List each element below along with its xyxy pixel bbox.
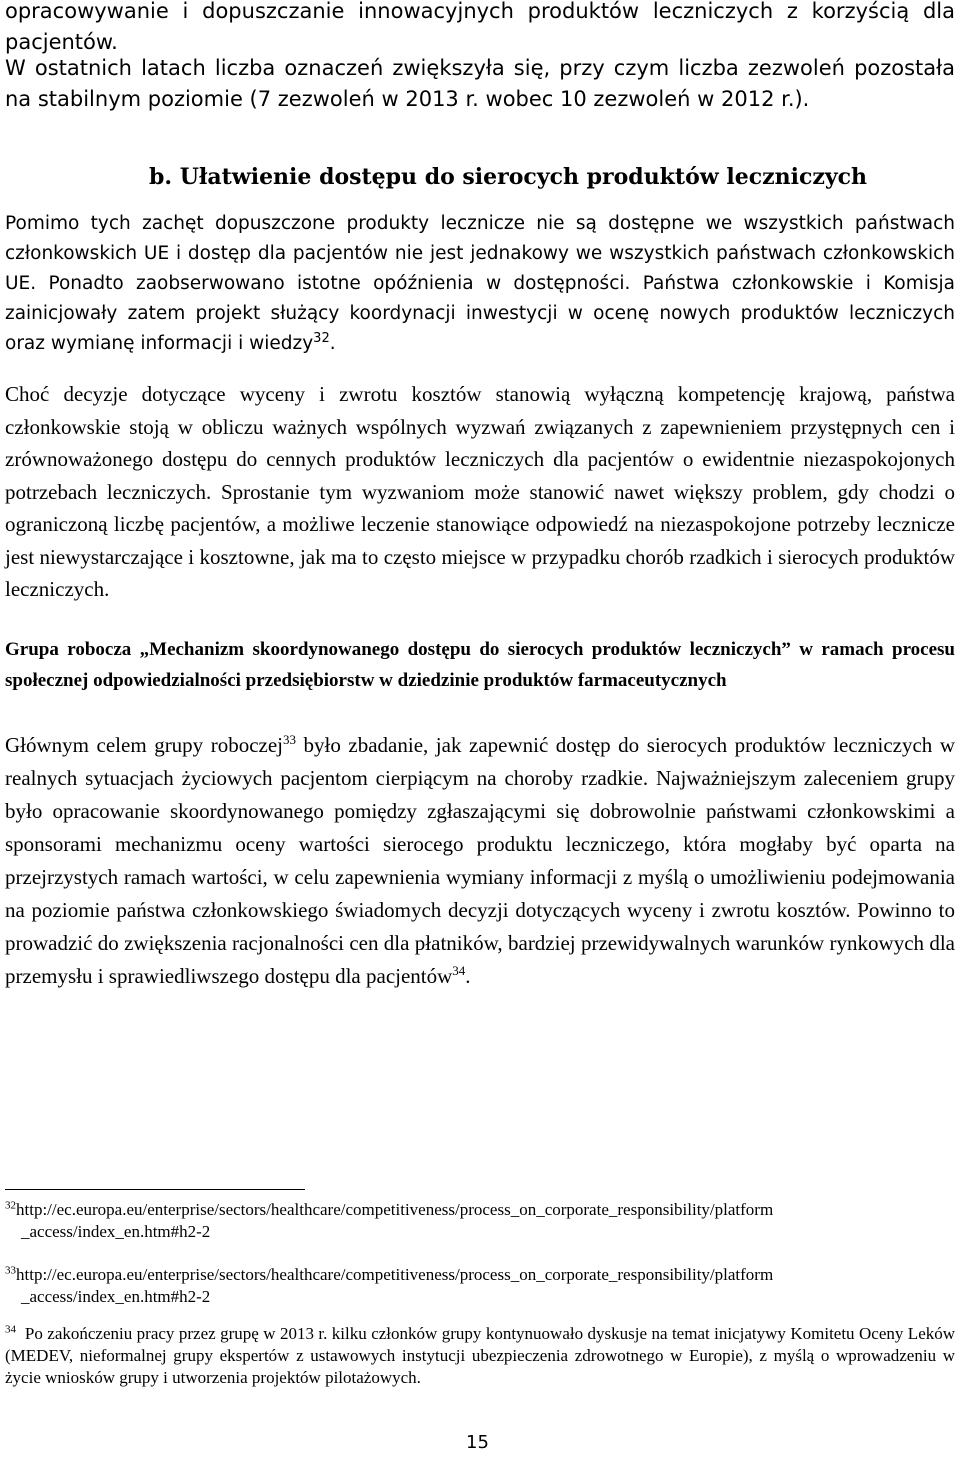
paragraph-working-group (5, 729, 955, 993)
footnote-link[interactable]: http://ec.europa.eu/enterprise/sectors/healthcare/competitiveness/process_on_corporate_responsibility/platform (16, 1200, 774, 1219)
working-group-text-mid: było zbadanie, jak zapewnić dostęp do sierocych produktów leczniczych w realnych sytuacjach życiowych pacjentom cierpiącym na choroby rzadkie. Najważniejszym zaleceniem grupy było opracowanie skoordynowanego pomiędzy zgłaszającymi się dobrowolnie państwami członkowskimi a sponsorami mechanizmu oceny wartości sierocego produktu leczniczego, która mogłaby być oparta na przejrzystych ramach wartości, w celu zapewnienia wymiany informacji z myślą o umożliwieniu podejmowania na poziomie państwa członkowskiego świadomych decyzji dotyczących wyceny i zwrotu kosztów. Powinno to prowadzić do zwiększenia racjonalności cen dla płatników, bardziej przewidywalnych warunków rynkowych dla przemysłu i sprawiedliwszego dostępu dla pacjentów (5, 733, 955, 988)
paragraph-access (5, 209, 955, 359)
paragraph-access-text: Pomimo tych zachęt dopuszczone produkty lecznicze nie są dostępne we wszystkich państwach członkowskich UE i dostęp dla pacjentów nie jest jednakowy we wszystkich państwach członkowskich UE. Ponadto zaobserwowano istotne opóźnienia w dostępności. Państwa członkowskie i Komisja zainicjowały zatem projekt służący koordynacji inwestycji w ocenę nowych produktów leczniczych oraz wymianę informacji i wiedzy (5, 213, 955, 354)
footnote-link-continued[interactable]: _access/index_en.htm#h2-2 (21, 1287, 211, 1306)
paragraph-pricing-text: Choć decyzje dotyczące wyceny i zwrotu kosztów stanowią wyłączną kompetencję krajową, państwa członkowskie stoją w obliczu ważnych wspólnych wyzwań związanych z zapewnieniem przystępnych cen i zrównoważonego dostępu do cennych produktów leczniczych dla pacjentów o ewidentnie niezaspokojonych potrzebach leczniczych. Sprostanie tym wyzwaniom może stanowić nawet większy problem, gdy chodzi o ograniczoną liczbę pacjentów, a możliwe leczenie stanowiące odpowiedź na niezaspokojone potrzeby lecznicze jest niewystarczające i kosztowne, jak ma to często miejsce w przypadku chorób rzadkich i sierocych produktów leczniczych. (5, 382, 955, 601)
paragraph-top (5, 0, 955, 58)
footnote-number: 34 (5, 1323, 16, 1336)
page-number: 15 (466, 1432, 489, 1453)
paragraph-access-end: . (329, 333, 336, 354)
working-group-text-end: . (465, 964, 471, 988)
footnote-32 (5, 1199, 955, 1243)
footnote-link-continued[interactable]: _access/index_en.htm#h2-2 (21, 1222, 211, 1241)
top-line: opracowywanie i dopuszczanie innowacyjnych produktów leczniczych z korzyścią dla pacjentów. (5, 0, 955, 54)
stats-text: W ostatnich latach liczba oznaczeń zwiększyła się, przy czym liczba zezwoleń pozostała na stabilnym poziomie (7 zezwoleń w 2013 r. wobec 10 zezwoleń w 2012 r.). (5, 56, 955, 111)
footnote-link[interactable]: http://ec.europa.eu/enterprise/sectors/healthcare/competitiveness/process_on_corporate_responsibility/platform (16, 1265, 774, 1284)
working-group-heading: Grupa robocza „Mechanizm skoordynowanego dostępu do sierocych produktów leczniczych” w ramach procesu społecznej odpowiedzialności przedsiębiorstw w dziedzinie produktów farmaceutycznych (5, 639, 955, 691)
footnote-separator (5, 1189, 305, 1190)
footnote-ref-32[interactable]: 32 (313, 330, 330, 346)
working-group-text-start: Głównym celem grupy roboczej (5, 733, 284, 757)
footnote-ref-33[interactable]: 33 (283, 732, 297, 747)
footnote-33 (5, 1264, 955, 1308)
paragraph-stats (5, 53, 955, 115)
footnote-number: 32 (5, 1199, 16, 1212)
paragraph-pricing (5, 378, 955, 606)
footnote-ref-34[interactable]: 34 (452, 963, 466, 978)
footnote-number: 33 (5, 1264, 16, 1277)
section-heading: b. Ułatwienie dostępu do sierocych produktów leczniczych (149, 164, 868, 190)
footnote-34 (5, 1323, 955, 1389)
footnote-text: Po zakończeniu pracy przez grupę w 2013 r. kilku członków grupy kontynuowało dyskusje na temat inicjatywy Komitetu Oceny Leków (MEDEV, nieformalnej grupy ekspertów z ustawowych instytucji ubezpieczenia zdrowotnego w Europie), z myślą o wprowadzeniu w życie wniosków grupy i utworzenia projektów pilotażowych. (5, 1324, 956, 1387)
